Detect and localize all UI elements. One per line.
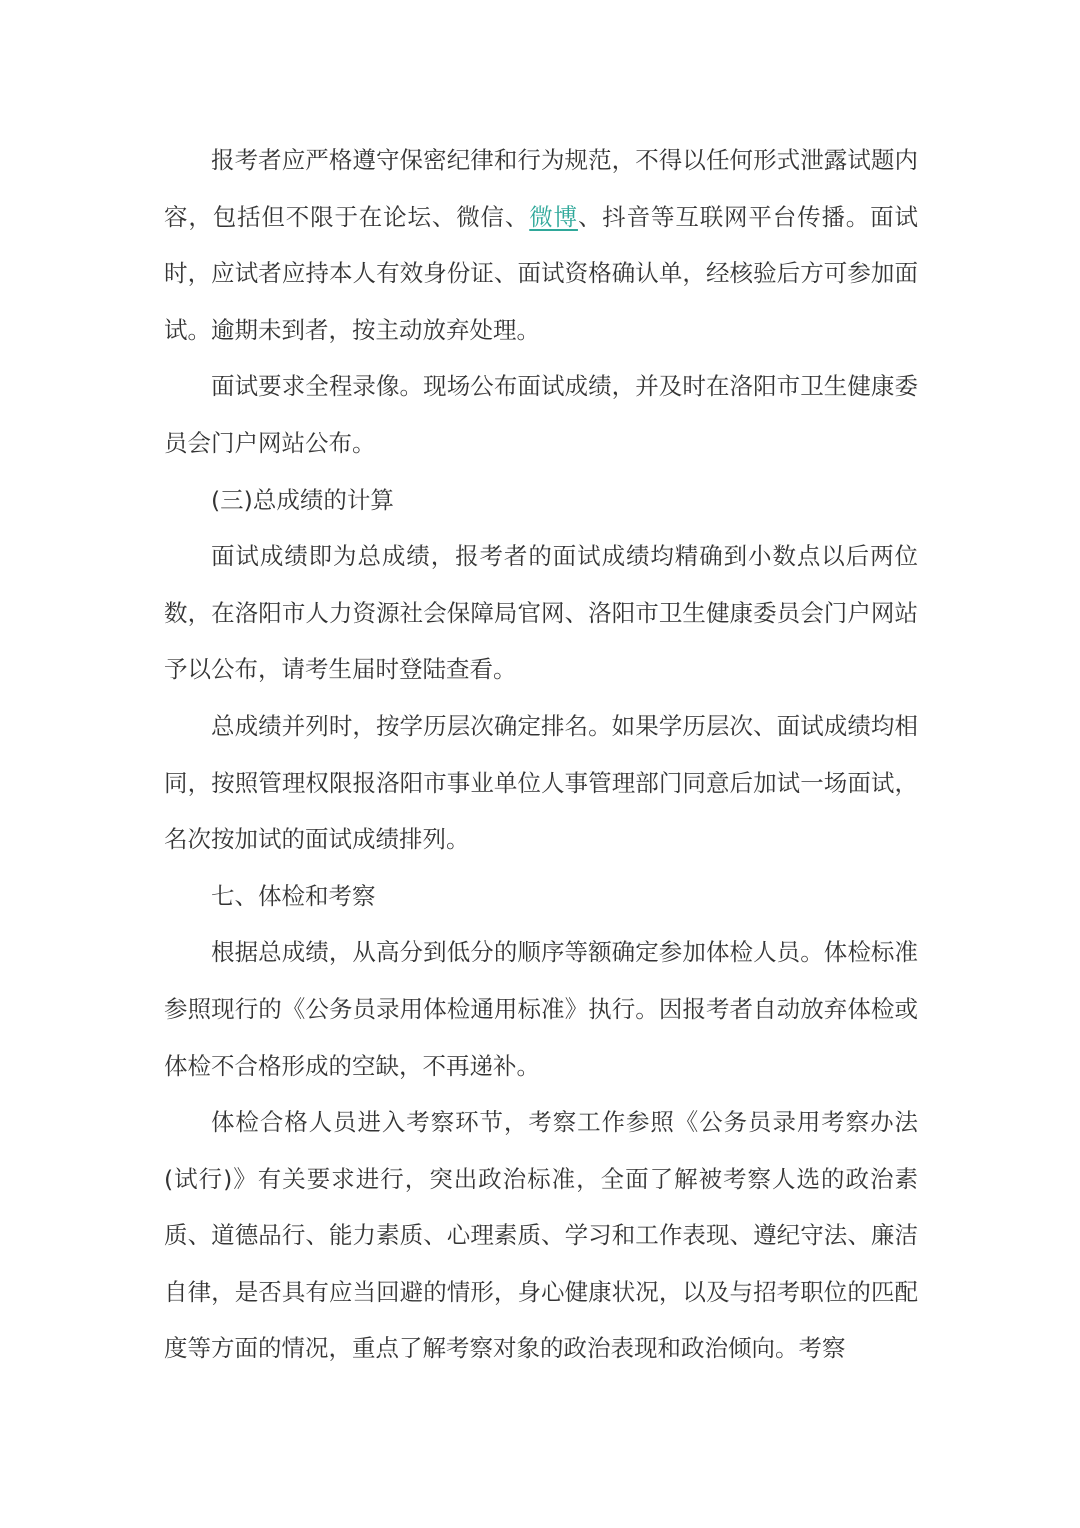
section-heading-exam-inspection: 七、体检和考察 (211, 881, 376, 910)
paragraph-confidentiality (164, 132, 918, 358)
paragraph-inspection: 体检合格人员进入考察环节，考察工作参照《公务员录用考察办法(试行)》有关要求进行，突出政治标准，全面了解被考察人选的政治素质、道德品行、能力素质、心理素质、学习和工作表现、遵纪守法、廉洁自律，是否具有应当回避的情形，身心健康状况，以及与招考职位的匹配度等方面的情况，重点了解考察对象的政治表现和政治倾向。考察 (164, 1108, 918, 1363)
paragraph-text: 、抖音等互联网平台传播。面试时，应试者应持本人有效身份证、面试资格确认单，经核验后方可参加面试。逾期未到者，按主动放弃处理。 (164, 202, 919, 344)
section-heading-total-score: (三)总成绩的计算 (211, 485, 394, 514)
paragraph-physical-exam: 根据总成绩，从高分到低分的顺序等额确定参加体检人员。体检标准参照现行的《公务员录用体检通用标准》执行。因报考者自动放弃体检或体检不合格形成的空缺，不再递补。 (164, 938, 918, 1080)
paragraph-recording: 面试要求全程录像。现场公布面试成绩，并及时在洛阳市卫生健康委员会门户网站公布。 (164, 372, 918, 457)
paragraph-total-score: 面试成绩即为总成绩，报考者的面试成绩均精确到小数点以后两位数，在洛阳市人力资源社会保障局官网、洛阳市卫生健康委员会门户网站予以公布，请考生届时登陆查看。 (164, 542, 918, 684)
weibo-link[interactable]: 微博 (529, 202, 578, 231)
paragraph-text: 报考者应严格遵守保密纪律和行为规范，不得以任何形式泄露试题内容，包括但不限于在论坛、微信、 (164, 146, 918, 231)
article-body (164, 132, 918, 1377)
paragraph-tie-break: 总成绩并列时，按学历层次确定排名。如果学历层次、面试成绩均相同，按照管理权限报洛阳市事业单位人事管理部门同意后加试一场面试，名次按加试的面试成绩排列。 (164, 711, 918, 854)
